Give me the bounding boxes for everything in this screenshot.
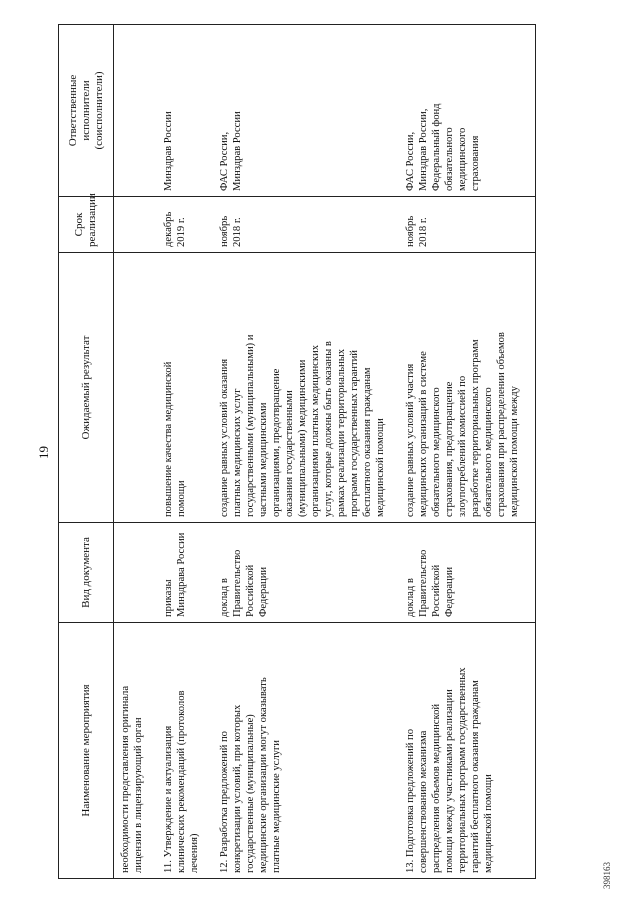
cell-executors: ФАС России, Минздрав России bbox=[215, 25, 401, 197]
table-row bbox=[401, 25, 536, 879]
cell-executors: Минздрав России bbox=[159, 25, 215, 197]
column-header-executors: Ответственные исполнители (соисполнители) bbox=[59, 25, 114, 197]
table-header-row bbox=[59, 25, 114, 879]
cell-result bbox=[114, 253, 160, 523]
cell-term: ноябрь 2018 г. bbox=[215, 197, 401, 253]
table-row bbox=[159, 25, 215, 879]
cell-executors bbox=[114, 25, 160, 197]
cell-result: повышение качества медицинской помощи bbox=[159, 253, 215, 523]
table-row bbox=[114, 25, 160, 879]
cell-result: создание равных условий оказания платных медицинских услуг государственными (муниципальными) и частными медицинскими организациями, предотвращение оказания государственными (муниципальными) медицинскими организациями платных медицинских услуг, которые должны быть оказаны в рамках реализации территориальных программ государственных гарантий бесплатного оказания гражданам медицинской помощи bbox=[215, 253, 401, 523]
cell-name: 11. Утверждение и актуализация клинических рекомендаций (протоколов лечения) bbox=[159, 623, 215, 879]
table-row bbox=[215, 25, 401, 879]
document-code: 398163 bbox=[602, 862, 612, 889]
measures-table bbox=[58, 24, 536, 879]
column-header-doc: Вид документа bbox=[59, 523, 114, 623]
page-number: 19 bbox=[36, 446, 51, 459]
cell-name: 12. Разработка предложений по конкретизации условий, при которых государственные (муниципальные) медицинские организации могут оказывать платные медицинские услуги bbox=[215, 623, 401, 879]
cell-name: необходимости представления оригинала лицензии в лицензирующий орган bbox=[114, 623, 160, 879]
column-header-term: Срок реализации bbox=[59, 197, 114, 253]
column-header-result: Ожидаемый результат bbox=[59, 253, 114, 523]
cell-term: ноябрь 2018 г. bbox=[401, 197, 536, 253]
cell-term bbox=[114, 197, 160, 253]
cell-term: декабрь 2019 г. bbox=[159, 197, 215, 253]
column-header-name: Наименование мероприятия bbox=[59, 623, 114, 879]
cell-doc: доклад в Правительство Российской Федерации bbox=[401, 523, 536, 623]
cell-doc: приказы Минздрава России bbox=[159, 523, 215, 623]
cell-result: создание равных условий участия медицинских организаций в системе обязательного медицинского страхования, предотвращение злоупотреблений комиссией по разработке территориальных программ обязательного медицинского страхования при распределении объемов медицинской помощи между bbox=[401, 253, 536, 523]
cell-executors: ФАС России, Минздрав России, Федеральный фонд обязательного медицинского страхования bbox=[401, 25, 536, 197]
cell-name: 13. Подготовка предложений по совершенствованию механизма распределения объемов медицинской помощи между участниками реализации территориальных программ государственных гарантий бесплатного оказания гражданам медицинской помощи bbox=[401, 623, 536, 879]
cell-doc: доклад в Правительство Российской Федерации bbox=[215, 523, 401, 623]
cell-doc bbox=[114, 523, 160, 623]
